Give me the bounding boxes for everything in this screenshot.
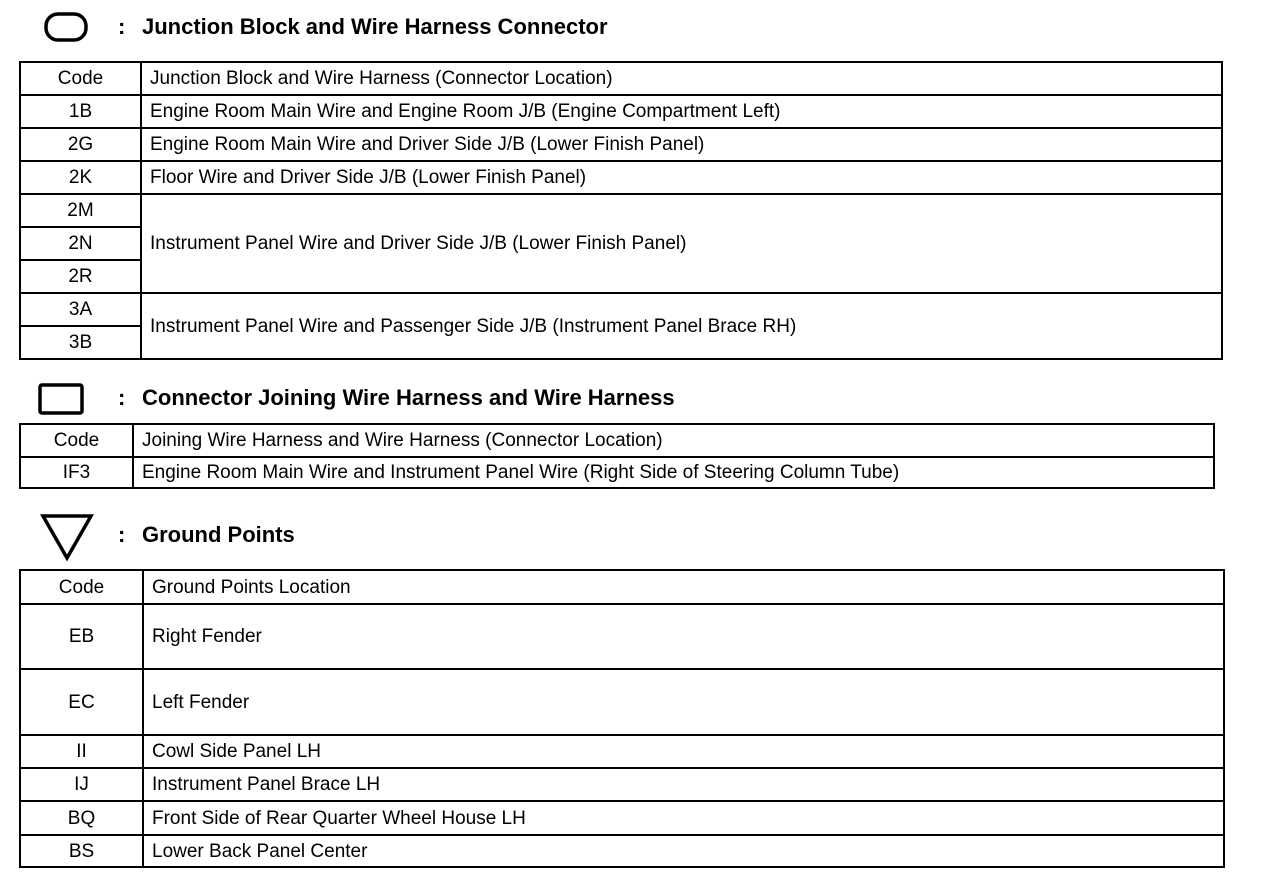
location-cell: Engine Room Main Wire and Instrument Panel Wire (Right Side of Steering Column Tube) (133, 457, 1214, 488)
ground-heading: Ground Points (142, 522, 295, 547)
table-row (20, 669, 1224, 735)
junction-table (19, 61, 1223, 360)
rectangle-icon (38, 383, 84, 415)
table-row (20, 768, 1224, 801)
location-cell: Cowl Side Panel LH (143, 735, 1224, 768)
table-header-row (20, 424, 1214, 457)
code-cell: 2K (20, 161, 141, 194)
location-cell: Lower Back Panel Center (143, 835, 1224, 867)
junction-colon: : (118, 14, 126, 39)
code-cell: 3B (20, 326, 141, 359)
location-cell: Instrument Panel Wire and Passenger Side J/B (Instrument Panel Brace RH) (141, 293, 1222, 359)
table-row (20, 801, 1224, 835)
code-cell: IJ (20, 768, 143, 801)
ground-table (19, 569, 1225, 868)
table-row (20, 735, 1224, 768)
table-row (20, 128, 1222, 161)
location-cell: Engine Room Main Wire and Engine Room J/B (Engine Compartment Left) (141, 95, 1222, 128)
table-header-row (20, 570, 1224, 604)
table-row (20, 161, 1222, 194)
code-cell: II (20, 735, 143, 768)
location-cell: Front Side of Rear Quarter Wheel House LH (143, 801, 1224, 835)
code-cell: 2N (20, 227, 141, 260)
code-cell: 2R (20, 260, 141, 293)
location-cell: Instrument Panel Wire and Driver Side J/B (Lower Finish Panel) (141, 194, 1222, 293)
location-cell: Left Fender (143, 669, 1224, 735)
location-cell: Instrument Panel Brace LH (143, 768, 1224, 801)
inverted-triangle-icon (40, 513, 94, 561)
location-header: Junction Block and Wire Harness (Connector Location) (141, 62, 1222, 95)
table-row (20, 835, 1224, 867)
table-row (20, 457, 1214, 488)
code-cell: 3A (20, 293, 141, 326)
location-cell: Engine Room Main Wire and Driver Side J/B (Lower Finish Panel) (141, 128, 1222, 161)
table-row (20, 95, 1222, 128)
table-row (20, 604, 1224, 669)
code-header: Code (20, 570, 143, 604)
ground-colon: : (118, 522, 126, 547)
code-header: Code (20, 424, 133, 457)
table-header-row (20, 62, 1222, 95)
code-cell: EB (20, 604, 143, 669)
location-cell: Right Fender (143, 604, 1224, 669)
location-cell: Floor Wire and Driver Side J/B (Lower Finish Panel) (141, 161, 1222, 194)
table-row (20, 194, 1222, 227)
joining-colon: : (118, 385, 126, 410)
code-cell: BQ (20, 801, 143, 835)
code-cell: 1B (20, 95, 141, 128)
code-cell: 2G (20, 128, 141, 161)
table-row (20, 293, 1222, 326)
location-header: Joining Wire Harness and Wire Harness (Connector Location) (133, 424, 1214, 457)
code-cell: BS (20, 835, 143, 867)
code-cell: 2M (20, 194, 141, 227)
junction-heading: Junction Block and Wire Harness Connector (142, 14, 608, 39)
code-header: Code (20, 62, 141, 95)
joining-heading: Connector Joining Wire Harness and Wire Harness (142, 385, 675, 410)
rounded-rectangle-icon (44, 12, 88, 42)
code-cell: EC (20, 669, 143, 735)
joining-table (19, 423, 1215, 489)
code-cell: IF3 (20, 457, 133, 488)
location-header: Ground Points Location (143, 570, 1224, 604)
